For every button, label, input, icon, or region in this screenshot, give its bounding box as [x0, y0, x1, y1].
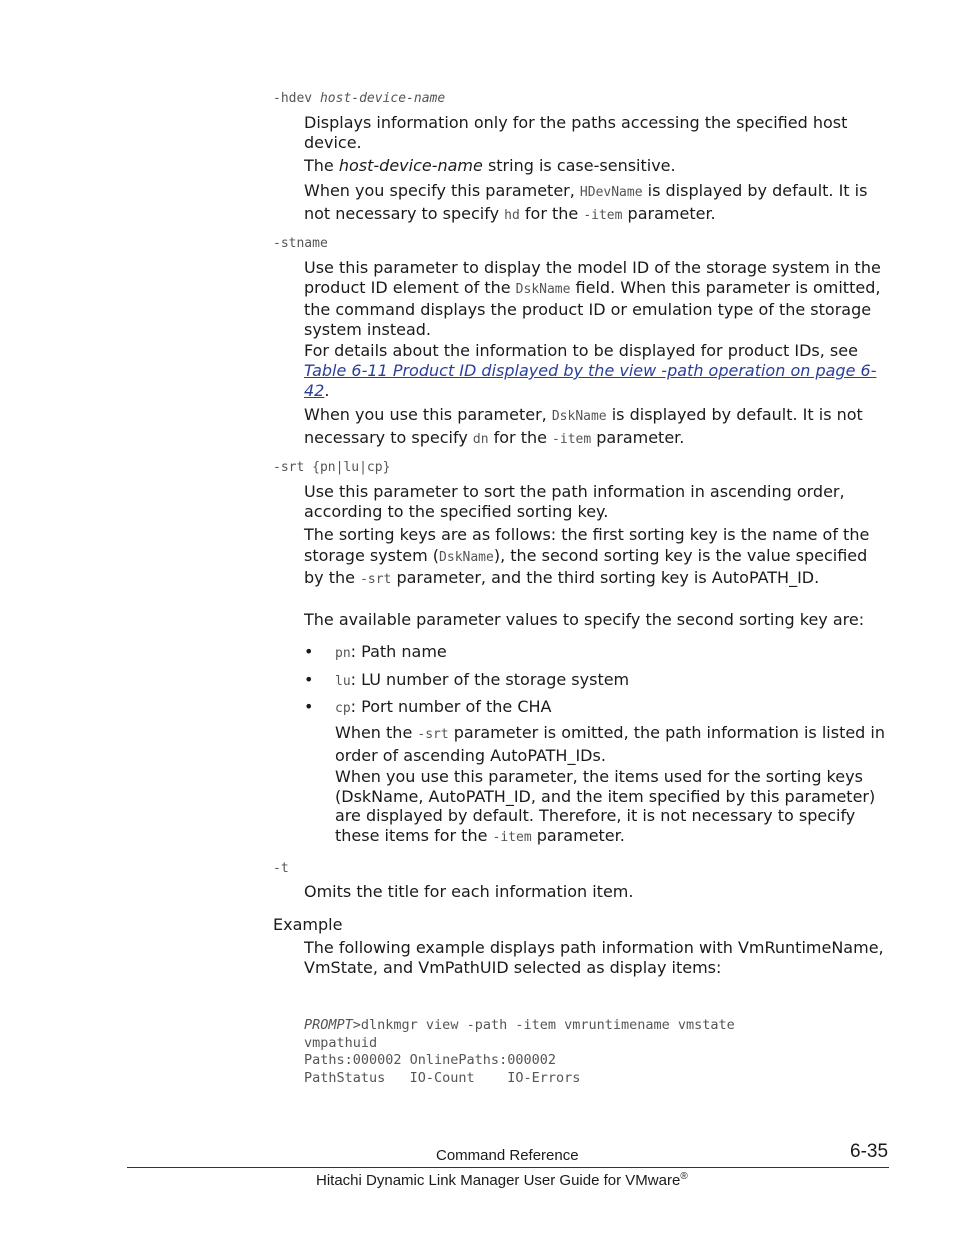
hdev-description: Displays information only for the paths accessing the specified host device. — [304, 113, 848, 152]
stname-default-note: When you use this parameter, DskName is displayed by default. It is not necessary to specify dn for the -item parameter. — [304, 405, 863, 447]
footer-divider — [127, 1167, 889, 1168]
example-code-block — [304, 1017, 735, 1087]
option-t: -t — [273, 861, 289, 876]
bullet-icon: • — [304, 697, 314, 716]
t-description: Omits the title for each information item. — [304, 882, 634, 901]
stname-details: For details about the information to be displayed for product IDs, see Table 6-11 Product ID displayed by the view -path operation on page 6-42. — [304, 341, 877, 400]
footer-guide-title: Hitachi Dynamic Link Manager User Guide for VMware® — [316, 1171, 688, 1189]
srt-description: Use this parameter to sort the path information in ascending order, according to the specified sorting key. — [304, 482, 845, 521]
srt-default-note: When you use this parameter, the items used for the sorting keys (DskName, AutoPATH_ID, and the item specified by this parameter) are displayed by default. Therefore, it is not necessary to specify these items for the -item parameter. — [335, 767, 876, 846]
code-line: Paths:000002 OnlinePaths:000002 — [304, 1052, 556, 1068]
option-hdev: -hdev host-device-name — [273, 91, 446, 106]
bullet-icon: • — [304, 670, 314, 689]
option-srt: -srt {pn|lu|cp} — [273, 460, 391, 475]
code-line: vmpathuid — [304, 1034, 378, 1051]
code-line: PROMPT>dlnkmgr view -path -item vmruntimename vmstate — [304, 1017, 735, 1033]
bullet-icon: • — [304, 642, 314, 661]
option-stname: -stname — [273, 236, 328, 251]
code-line: PathStatus IO-Count IO-Errors — [304, 1069, 581, 1086]
example-description: The following example displays path information with VmRuntimeName, VmState, and VmPathUID selected as display items: — [304, 938, 884, 977]
hdev-case-note: The host-device-name string is case-sensitive. — [304, 156, 676, 175]
srt-sorting-keys: The sorting keys are as follows: the first sorting key is the name of the storage system (DskName), the second sorting key is the value specified by the -srt parameter, and the third sorting key is AutoPATH_ID. — [304, 525, 870, 587]
stname-description: Use this parameter to display the model ID of the storage system in the product ID element of the DskName field. When this parameter is omitted, the command displays the product ID or emulation type of the storage system instead. — [304, 258, 881, 339]
example-heading: Example — [273, 915, 343, 934]
page-number: 6-35 — [850, 1141, 889, 1162]
hdev-default-note: When you specify this parameter, HDevName is displayed by default. It is not necessary to specify hd for the -item parameter. — [304, 181, 868, 223]
srt-omitted-note: When the -srt parameter is omitted, the path information is listed in order of ascending AutoPATH_IDs. — [335, 723, 886, 765]
srt-values-intro: The available parameter values to specify the second sorting key are: — [304, 610, 865, 629]
footer-section-title: Command Reference — [436, 1147, 579, 1164]
table-6-11-link[interactable]: Table 6-11 Product ID displayed by the view -path operation on page 6-42 — [304, 361, 877, 400]
